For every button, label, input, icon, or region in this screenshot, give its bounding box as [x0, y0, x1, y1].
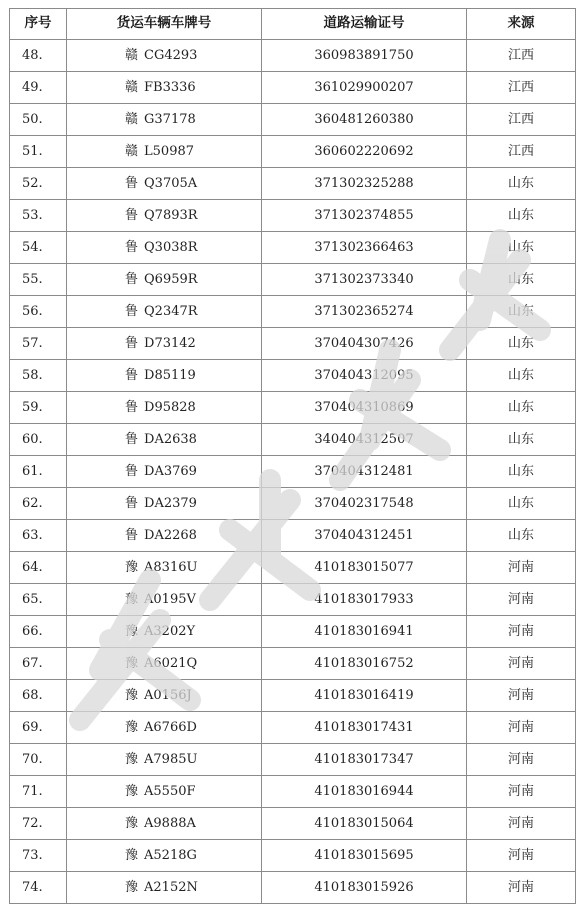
- table-row: [10, 328, 576, 360]
- plate-province: 鲁: [125, 304, 139, 319]
- plate-cell: [67, 680, 262, 712]
- plate-cell: [67, 840, 262, 872]
- header-permit: 道路运输证号: [262, 9, 467, 40]
- source-province: 河南: [467, 616, 576, 648]
- row-index: 54.: [10, 232, 67, 264]
- header-index: 序号: [10, 9, 67, 40]
- plate-province: 豫: [125, 624, 139, 639]
- plate-province: 鲁: [125, 208, 139, 223]
- permit-number: 370402317548: [262, 488, 467, 520]
- permit-number: 410183015064: [262, 808, 467, 840]
- plate-number: A3202Y: [144, 624, 196, 639]
- plate-cell: [67, 264, 262, 296]
- permit-number: 410183016752: [262, 648, 467, 680]
- table-row: [10, 232, 576, 264]
- plate-province: 豫: [125, 784, 139, 799]
- plate-number: DA2379: [144, 496, 197, 511]
- table-row: [10, 264, 576, 296]
- table-row: [10, 456, 576, 488]
- vehicle-table: [9, 8, 576, 904]
- row-index: 73.: [10, 840, 67, 872]
- plate-province: 赣: [125, 80, 139, 95]
- permit-number: 410183017431: [262, 712, 467, 744]
- source-province: 山东: [467, 168, 576, 200]
- row-index: 62.: [10, 488, 67, 520]
- plate-number: D73142: [144, 336, 196, 351]
- row-index: 60.: [10, 424, 67, 456]
- permit-number: 371302366463: [262, 232, 467, 264]
- permit-number: 410183016419: [262, 680, 467, 712]
- table-row: [10, 776, 576, 808]
- plate-province: 鲁: [125, 176, 139, 191]
- plate-province: 豫: [125, 880, 139, 895]
- source-province: 山东: [467, 488, 576, 520]
- plate-number: A9888A: [144, 816, 196, 831]
- permit-number: 410183016941: [262, 616, 467, 648]
- row-index: 48.: [10, 40, 67, 72]
- permit-number: 371302374855: [262, 200, 467, 232]
- source-province: 河南: [467, 872, 576, 904]
- plate-cell: [67, 776, 262, 808]
- table-row: [10, 520, 576, 552]
- plate-cell: [67, 232, 262, 264]
- source-province: 江西: [467, 40, 576, 72]
- source-province: 山东: [467, 392, 576, 424]
- permit-number: 360983891750: [262, 40, 467, 72]
- plate-cell: [67, 744, 262, 776]
- plate-number: A0156J: [144, 688, 192, 703]
- row-index: 51.: [10, 136, 67, 168]
- plate-number: Q3038R: [144, 240, 198, 255]
- row-index: 70.: [10, 744, 67, 776]
- table-row: [10, 40, 576, 72]
- plate-number: A7985U: [144, 752, 198, 767]
- plate-province: 鲁: [125, 528, 139, 543]
- plate-province: 豫: [125, 560, 139, 575]
- plate-province: 豫: [125, 592, 139, 607]
- plate-cell: [67, 104, 262, 136]
- row-index: 63.: [10, 520, 67, 552]
- plate-cell: [67, 584, 262, 616]
- plate-cell: [67, 808, 262, 840]
- plate-number: DA3769: [144, 464, 197, 479]
- row-index: 55.: [10, 264, 67, 296]
- header-plate: 货运车辆车牌号: [67, 9, 262, 40]
- table-row: [10, 168, 576, 200]
- permit-number: 370404312451: [262, 520, 467, 552]
- permit-number: 410183015926: [262, 872, 467, 904]
- plate-number: A6021Q: [144, 656, 198, 671]
- plate-province: 鲁: [125, 240, 139, 255]
- plate-number: A5550F: [144, 784, 196, 799]
- table-body: [10, 40, 576, 904]
- plate-cell: [67, 616, 262, 648]
- permit-number: 340404312507: [262, 424, 467, 456]
- row-index: 57.: [10, 328, 67, 360]
- plate-province: 鲁: [125, 464, 139, 479]
- plate-cell: [67, 296, 262, 328]
- permit-number: 361029900207: [262, 72, 467, 104]
- row-index: 58.: [10, 360, 67, 392]
- source-province: 山东: [467, 232, 576, 264]
- plate-number: A8316U: [144, 560, 198, 575]
- table-row: [10, 488, 576, 520]
- permit-number: 410183017933: [262, 584, 467, 616]
- plate-cell: [67, 168, 262, 200]
- plate-number: Q7893R: [144, 208, 198, 223]
- source-province: 山东: [467, 360, 576, 392]
- row-index: 66.: [10, 616, 67, 648]
- permit-number: 360481260380: [262, 104, 467, 136]
- plate-number: Q3705A: [144, 176, 198, 191]
- plate-number: CG4293: [144, 48, 198, 63]
- row-index: 67.: [10, 648, 67, 680]
- table-row: [10, 392, 576, 424]
- plate-province: 豫: [125, 816, 139, 831]
- table-row: [10, 744, 576, 776]
- plate-province: 赣: [125, 48, 139, 63]
- permit-number: 370404312095: [262, 360, 467, 392]
- plate-province: 赣: [125, 112, 139, 127]
- source-province: 山东: [467, 200, 576, 232]
- plate-number: D85119: [144, 368, 196, 383]
- plate-province: 豫: [125, 688, 139, 703]
- plate-cell: [67, 200, 262, 232]
- permit-number: 410183016944: [262, 776, 467, 808]
- row-index: 53.: [10, 200, 67, 232]
- source-province: 河南: [467, 712, 576, 744]
- plate-number: Q2347R: [144, 304, 198, 319]
- permit-number: 371302365274: [262, 296, 467, 328]
- table-row: [10, 680, 576, 712]
- permit-number: 360602220692: [262, 136, 467, 168]
- plate-province: 豫: [125, 656, 139, 671]
- plate-number: L50987: [144, 144, 195, 159]
- permit-number: 410183015077: [262, 552, 467, 584]
- source-province: 山东: [467, 456, 576, 488]
- plate-number: FB3336: [144, 80, 196, 95]
- source-province: 河南: [467, 808, 576, 840]
- permit-number: 370404307426: [262, 328, 467, 360]
- source-province: 河南: [467, 648, 576, 680]
- plate-cell: [67, 72, 262, 104]
- table-row: [10, 296, 576, 328]
- table-row: [10, 360, 576, 392]
- plate-province: 豫: [125, 752, 139, 767]
- table-row: [10, 136, 576, 168]
- table-header-row: [10, 9, 576, 40]
- table-row: [10, 552, 576, 584]
- plate-cell: [67, 712, 262, 744]
- source-province: 河南: [467, 552, 576, 584]
- source-province: 河南: [467, 840, 576, 872]
- row-index: 72.: [10, 808, 67, 840]
- source-province: 山东: [467, 328, 576, 360]
- source-province: 江西: [467, 72, 576, 104]
- source-province: 江西: [467, 136, 576, 168]
- plate-cell: [67, 136, 262, 168]
- permit-number: 410183015695: [262, 840, 467, 872]
- source-province: 山东: [467, 296, 576, 328]
- source-province: 河南: [467, 744, 576, 776]
- plate-cell: [67, 520, 262, 552]
- table-row: [10, 616, 576, 648]
- plate-cell: [67, 40, 262, 72]
- plate-number: G37178: [144, 112, 196, 127]
- row-index: 71.: [10, 776, 67, 808]
- row-index: 69.: [10, 712, 67, 744]
- permit-number: 370404310869: [262, 392, 467, 424]
- plate-number: A5218G: [144, 848, 197, 863]
- plate-number: DA2638: [144, 432, 197, 447]
- source-province: 河南: [467, 680, 576, 712]
- plate-cell: [67, 552, 262, 584]
- table-row: [10, 712, 576, 744]
- source-province: 山东: [467, 424, 576, 456]
- table-row: [10, 840, 576, 872]
- source-province: 河南: [467, 584, 576, 616]
- row-index: 61.: [10, 456, 67, 488]
- plate-cell: [67, 648, 262, 680]
- plate-province: 豫: [125, 720, 139, 735]
- row-index: 59.: [10, 392, 67, 424]
- row-index: 49.: [10, 72, 67, 104]
- table-row: [10, 808, 576, 840]
- plate-province: 鲁: [125, 496, 139, 511]
- table-row: [10, 648, 576, 680]
- plate-number: DA2268: [144, 528, 197, 543]
- header-source: 来源: [467, 9, 576, 40]
- plate-number: A2152N: [144, 880, 198, 895]
- source-province: 河南: [467, 776, 576, 808]
- row-index: 50.: [10, 104, 67, 136]
- plate-province: 鲁: [125, 272, 139, 287]
- plate-cell: [67, 872, 262, 904]
- document-page: [9, 8, 575, 904]
- plate-cell: [67, 488, 262, 520]
- row-index: 56.: [10, 296, 67, 328]
- plate-province: 鲁: [125, 336, 139, 351]
- plate-number: A6766D: [144, 720, 197, 735]
- row-index: 74.: [10, 872, 67, 904]
- plate-cell: [67, 424, 262, 456]
- source-province: 山东: [467, 520, 576, 552]
- plate-cell: [67, 360, 262, 392]
- plate-province: 鲁: [125, 400, 139, 415]
- plate-number: Q6959R: [144, 272, 198, 287]
- plate-cell: [67, 328, 262, 360]
- permit-number: 371302373340: [262, 264, 467, 296]
- table-row: [10, 72, 576, 104]
- source-province: 江西: [467, 104, 576, 136]
- table-row: [10, 424, 576, 456]
- permit-number: 370404312481: [262, 456, 467, 488]
- table-row: [10, 104, 576, 136]
- plate-cell: [67, 456, 262, 488]
- table-row: [10, 584, 576, 616]
- table-row: [10, 200, 576, 232]
- row-index: 52.: [10, 168, 67, 200]
- permit-number: 371302325288: [262, 168, 467, 200]
- plate-province: 鲁: [125, 432, 139, 447]
- plate-province: 豫: [125, 848, 139, 863]
- permit-number: 410183017347: [262, 744, 467, 776]
- plate-number: D95828: [144, 400, 196, 415]
- plate-cell: [67, 392, 262, 424]
- plate-province: 鲁: [125, 368, 139, 383]
- plate-number: A0195V: [144, 592, 196, 607]
- table-row: [10, 872, 576, 904]
- row-index: 65.: [10, 584, 67, 616]
- plate-province: 赣: [125, 144, 139, 159]
- row-index: 68.: [10, 680, 67, 712]
- row-index: 64.: [10, 552, 67, 584]
- source-province: 山东: [467, 264, 576, 296]
